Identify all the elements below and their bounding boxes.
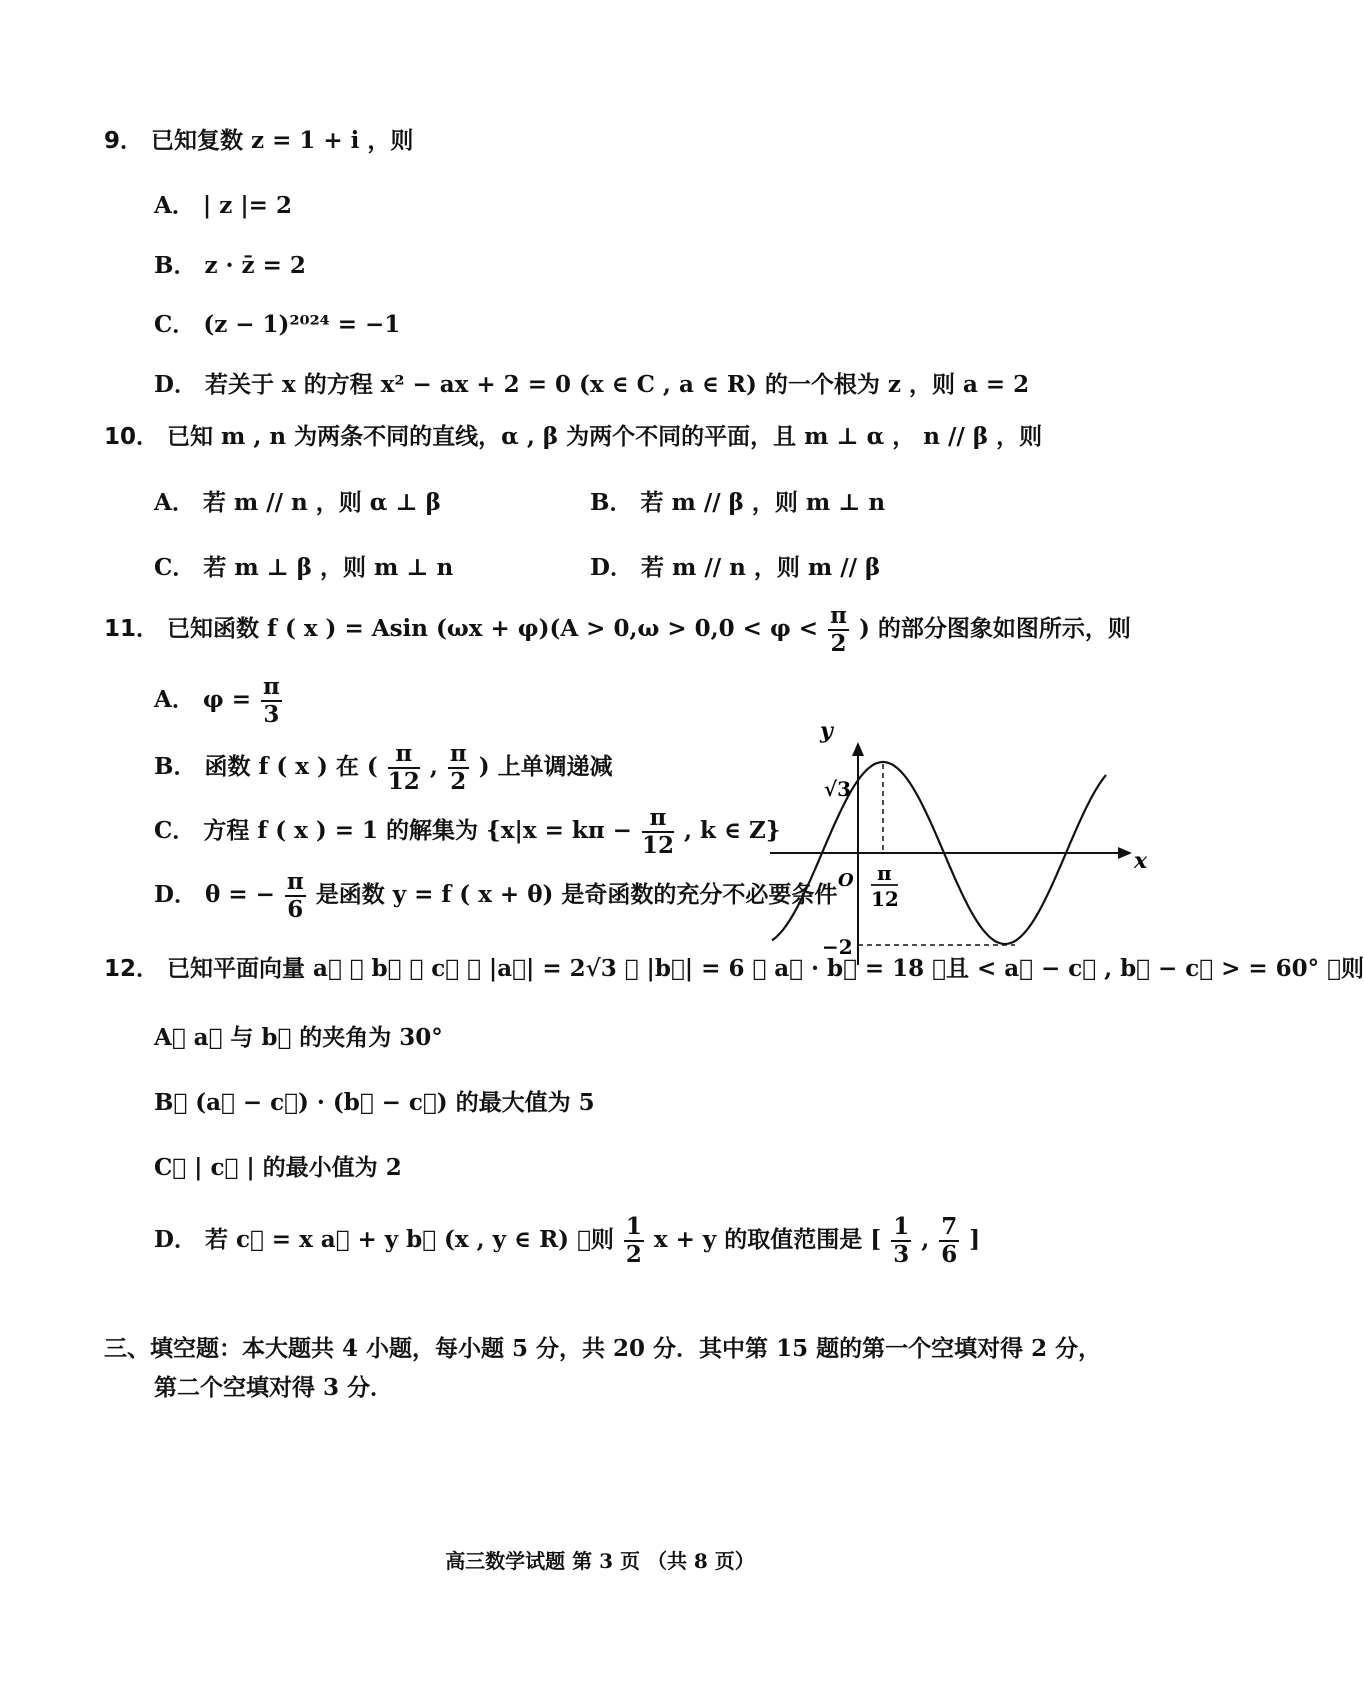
option-label: C．	[154, 1154, 187, 1181]
option-label: C．	[154, 311, 196, 338]
question-12	[104, 956, 1364, 982]
y-axis-label: y	[820, 718, 833, 744]
tick-fraction-denominator: 12	[871, 887, 899, 911]
q9-option-b	[154, 253, 306, 279]
question-10	[104, 424, 1042, 450]
option-label: A．	[154, 1024, 186, 1051]
q9-option-a	[154, 193, 292, 219]
fraction-denominator: 2	[830, 630, 847, 658]
option-text: 若 m // n ，则 α ⊥ β	[202, 489, 441, 516]
q10-option-c	[154, 555, 453, 581]
question-11	[104, 604, 1131, 656]
x-axis-label: x	[1134, 848, 1148, 874]
option-text: 若 m // n ，则 m // β	[640, 554, 881, 581]
option-text: 若 m ⊥ β ，则 m ⊥ n	[203, 554, 454, 581]
fraction	[891, 1215, 911, 1267]
option-text-tail: 是函数 y = f ( x + θ) 是奇函数的充分不必要条件	[315, 881, 838, 909]
option-label: D．	[154, 371, 197, 398]
fraction-numerator: π	[642, 806, 674, 833]
option-text-tail: ]	[969, 1226, 981, 1254]
option-label: C．	[154, 817, 196, 845]
q11-option-c	[154, 806, 781, 858]
option-text: | z |= 2	[202, 192, 292, 219]
question-9	[104, 128, 413, 154]
tick-fraction-numerator: π	[877, 861, 892, 885]
q11-option-a	[154, 675, 284, 727]
x-axis-arrow-icon	[1118, 847, 1132, 859]
q12-option-c	[154, 1155, 402, 1181]
question-stem: 已知 m , n 为两条不同的直线，α , β 为两个不同的平面，且 m ⊥ α ， n // β ，则	[167, 423, 1043, 450]
option-label: B．	[154, 1089, 188, 1116]
option-text-tail: ) 上单调递减	[478, 753, 613, 781]
fraction-numerator: π	[261, 675, 282, 702]
fraction	[261, 675, 282, 727]
fraction-numerator: π	[388, 742, 420, 769]
origin-label: O	[838, 870, 854, 891]
fraction-numerator: π	[828, 604, 849, 631]
option-text: 若 c⃗ = x a⃗ + y b⃗ (x , y ∈ R) ，则	[204, 1226, 614, 1254]
section-3-heading: 三、填空题：本大题共 4 小题，每小题 5 分，共 20 分．其中第 15 题的第一个空填对得 2 分，	[104, 1335, 1102, 1362]
fraction-numerator: π	[285, 870, 306, 897]
option-label: C．	[154, 554, 196, 581]
option-label: A．	[154, 686, 195, 714]
question-number: 9．	[104, 128, 144, 154]
fraction	[388, 742, 420, 794]
option-label: D．	[154, 881, 197, 909]
fraction-numerator: π	[448, 742, 469, 769]
option-text: 方程 f ( x ) = 1 的解集为 {x|x = kπ −	[203, 817, 632, 845]
fraction-denominator: 12	[387, 768, 420, 796]
q11-option-b	[154, 742, 613, 794]
option-label: A．	[154, 489, 195, 516]
separator: ,	[921, 1226, 930, 1254]
fraction-denominator: 6	[941, 1241, 958, 1269]
option-text: z · z̄ = 2	[204, 252, 306, 279]
option-label: D．	[590, 554, 633, 581]
fraction-denominator: 2	[450, 768, 467, 796]
question-stem: 已知复数 z = 1 + i ，则	[151, 127, 414, 154]
page-footer: 高三数学试题 第 3 页 （共 8 页）	[445, 1549, 755, 1573]
separator: ,	[429, 753, 438, 781]
question-stem: 已知函数 f ( x ) = Asin (ωx + φ)(A > 0,ω > 0,0 < φ <	[167, 615, 819, 643]
question-stem-tail: ) 的部分图象如图所示，则	[858, 615, 1131, 643]
fraction	[828, 604, 849, 656]
q12-option-a	[154, 1025, 443, 1051]
option-label: D．	[154, 1226, 197, 1254]
question-stem: 已知平面向量 a⃗ ， b⃗ ， c⃗ ， |a⃗| = 2√3 ， |b⃗| = 6 ， a⃗ · b⃗ = 18 ，且 < a⃗ − c⃗ , b⃗ − c⃗ > = 60° ，则	[167, 955, 1364, 982]
option-text: θ = −	[204, 881, 275, 909]
option-label: A．	[154, 192, 195, 219]
fraction-denominator: 3	[893, 1241, 910, 1269]
q12-option-b	[154, 1090, 595, 1116]
option-text: 若 m // β ，则 m ⊥ n	[640, 489, 886, 516]
q11-option-d	[154, 870, 837, 922]
option-label: B．	[590, 489, 633, 516]
option-text: 函数 f ( x ) 在 (	[204, 753, 378, 781]
fraction-denominator: 3	[263, 701, 280, 729]
q12-option-d	[154, 1215, 980, 1267]
fraction-numerator: 1	[624, 1215, 644, 1242]
fraction-denominator: 6	[287, 896, 304, 924]
q9-option-c	[154, 312, 400, 338]
q10-option-b	[590, 490, 885, 516]
option-label: B．	[154, 753, 197, 781]
max-value-label: √3	[824, 777, 852, 801]
fraction	[285, 870, 306, 922]
y-axis-arrow-icon	[852, 742, 864, 756]
fraction-numerator: 7	[939, 1215, 959, 1242]
fraction	[448, 742, 469, 794]
fraction	[642, 806, 674, 858]
q9-option-d	[154, 372, 1029, 398]
fraction	[939, 1215, 959, 1267]
q10-option-d	[590, 555, 880, 581]
fraction-numerator: 1	[891, 1215, 911, 1242]
q10-option-a	[154, 490, 441, 516]
option-text-tail: , k ∈ Z}	[684, 817, 781, 845]
option-text: (z − 1)²⁰²⁴ = −1	[203, 311, 401, 338]
fraction-denominator: 2	[625, 1241, 642, 1269]
option-text: (a⃗ − c⃗) · (b⃗ − c⃗) 的最大值为 5	[195, 1089, 595, 1116]
section-3-heading-continued: 第二个空填对得 3 分．	[154, 1374, 394, 1401]
min-value-label: −2	[822, 935, 853, 959]
question-number: 10．	[104, 424, 160, 450]
fraction-denominator: 12	[641, 832, 674, 860]
option-text-middle: x + y 的取值范围是 [	[653, 1226, 882, 1254]
option-text: 若关于 x 的方程 x² − ax + 2 = 0 (x ∈ C , a ∈ R) 的一个根为 z ，则 a = 2	[204, 371, 1030, 398]
option-text: | c⃗ | 的最小值为 2	[194, 1154, 402, 1181]
option-label: B．	[154, 252, 197, 279]
sine-graph	[760, 720, 1150, 970]
fraction	[624, 1215, 644, 1267]
question-number: 12．	[104, 956, 160, 982]
option-text: a⃗ 与 b⃗ 的夹角为 30°	[193, 1024, 443, 1051]
option-text: φ =	[202, 686, 251, 714]
question-number: 11．	[104, 616, 160, 643]
